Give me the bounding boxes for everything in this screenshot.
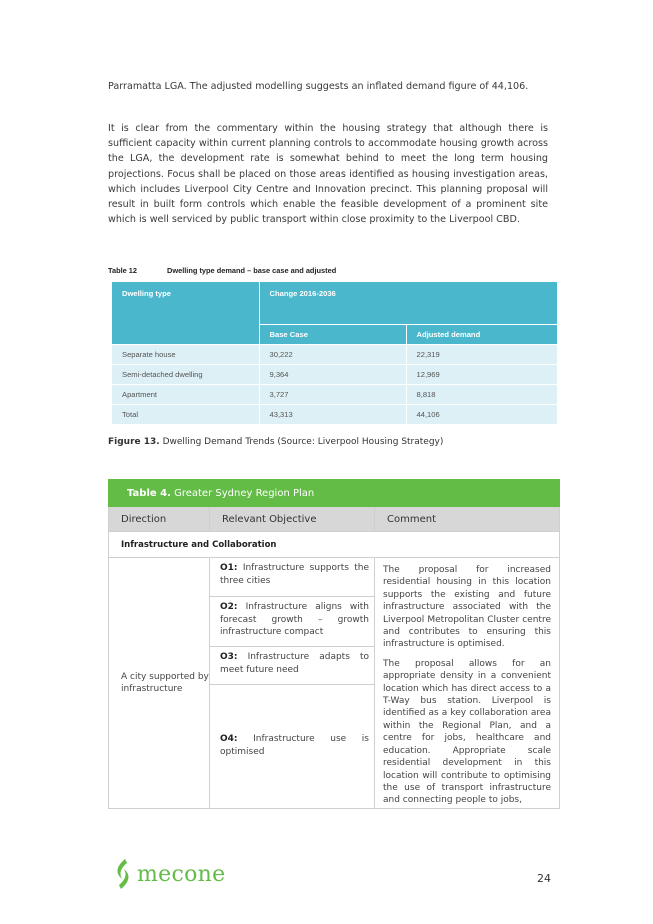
col-objective: Relevant Objective <box>210 507 375 532</box>
header-dwelling-type: Dwelling type <box>112 282 259 344</box>
objective-text: Infrastructure adapts to meet future need <box>220 652 369 675</box>
row-type: Semi-detached dwelling <box>112 364 259 384</box>
figure-text: Dwelling Demand Trends (Source: Liverpool Housing Strategy) <box>162 437 444 447</box>
row-base: 9,364 <box>259 364 406 384</box>
row-adjusted: 44,106 <box>406 404 557 424</box>
table4-title <box>109 480 560 507</box>
objective-o1 <box>210 558 375 597</box>
logo-text: mecone <box>137 861 226 887</box>
table-row-total <box>112 404 557 424</box>
table12-caption <box>108 266 336 275</box>
header-change-period: Change 2016-2036 <box>259 282 557 324</box>
table12-number: Table 12 <box>108 266 138 275</box>
page-number: 24 <box>537 872 551 885</box>
objective-code: O4: <box>220 734 238 744</box>
objective-o2 <box>210 597 375 647</box>
table-row <box>112 364 557 384</box>
figure-caption <box>108 437 443 447</box>
objective-text: Infrastructure use is optimised <box>220 734 369 757</box>
objective-code: O2: <box>220 602 238 612</box>
row-adjusted: 8,818 <box>406 384 557 404</box>
body-paragraph: It is clear from the commentary within the housing strategy that although there is sufficient capacity within current planning controls to accommodate housing growth across the LGA, the development rate is somewhat behind to meet the long term housing projections. Focus shall be placed on those areas identified as housing investigation areas, which includes Liverpool City Centre and Innovation precinct. This planning proposal will result in built form controls which enable the feasible development of a prominent site which is well serviced by public transport within close proximity to the Liverpool CBD. <box>108 123 548 226</box>
objective-text: Infrastructure aligns with forecast growth – growth infrastructure compact <box>220 602 369 637</box>
section-heading: Infrastructure and Collaboration <box>109 532 560 558</box>
intro-paragraph: Parramatta LGA. The adjusted modelling suggests an inflated demand figure of 44,106. <box>108 81 529 92</box>
figure-label: Figure 13. <box>108 437 160 447</box>
row-base: 43,313 <box>259 404 406 424</box>
objective-text: Infrastructure supports the three cities <box>220 563 369 586</box>
col-direction: Direction <box>109 507 210 532</box>
table4-title-text: Greater Sydney Region Plan <box>174 487 315 499</box>
objective-o4 <box>210 685 375 809</box>
header-adjusted-demand: Adjusted demand <box>406 324 557 344</box>
mecone-logo <box>112 858 225 890</box>
leaf-icon <box>112 858 134 890</box>
region-plan-table <box>108 479 560 809</box>
row-adjusted: 12,969 <box>406 364 557 384</box>
objective-code: O3: <box>220 652 238 662</box>
comment-paragraph: The proposal allows for an appropriate density in a convenient location which has direct access to a T-Way bus station. Liverpool is identified as a key collaboration area within the Regional Plan, and a centre for jobs, healthcare and education. Appropriate scale residential development in this location will contribute to optimising the use of transport infrastructure and connecting people to jobs, <box>383 658 551 806</box>
row-type: Apartment <box>112 384 259 404</box>
objective-o3 <box>210 647 375 685</box>
row-adjusted: 22,319 <box>406 344 557 364</box>
objective-code: O1: <box>220 563 238 573</box>
comment-paragraph: The proposal for increased residential housing in this location supports the existing and future infrastructure associated with the Liverpool Metropolitan Cluster centre and contributes to ensuring this infrastructure is optimised. <box>383 565 551 650</box>
comment-cell <box>375 558 560 809</box>
table4-label: Table 4. <box>127 487 171 499</box>
col-comment: Comment <box>375 507 560 532</box>
row-type: Total <box>112 404 259 424</box>
table12-title: Dwelling type demand – base case and adjusted <box>167 266 337 275</box>
row-type: Separate house <box>112 344 259 364</box>
dwelling-demand-table <box>112 282 557 424</box>
direction-cell: A city supported by infrastructure <box>109 558 210 809</box>
row-base: 3,727 <box>259 384 406 404</box>
row-base: 30,222 <box>259 344 406 364</box>
table-row <box>112 384 557 404</box>
header-base-case: Base Case <box>259 324 406 344</box>
table-row <box>112 344 557 364</box>
